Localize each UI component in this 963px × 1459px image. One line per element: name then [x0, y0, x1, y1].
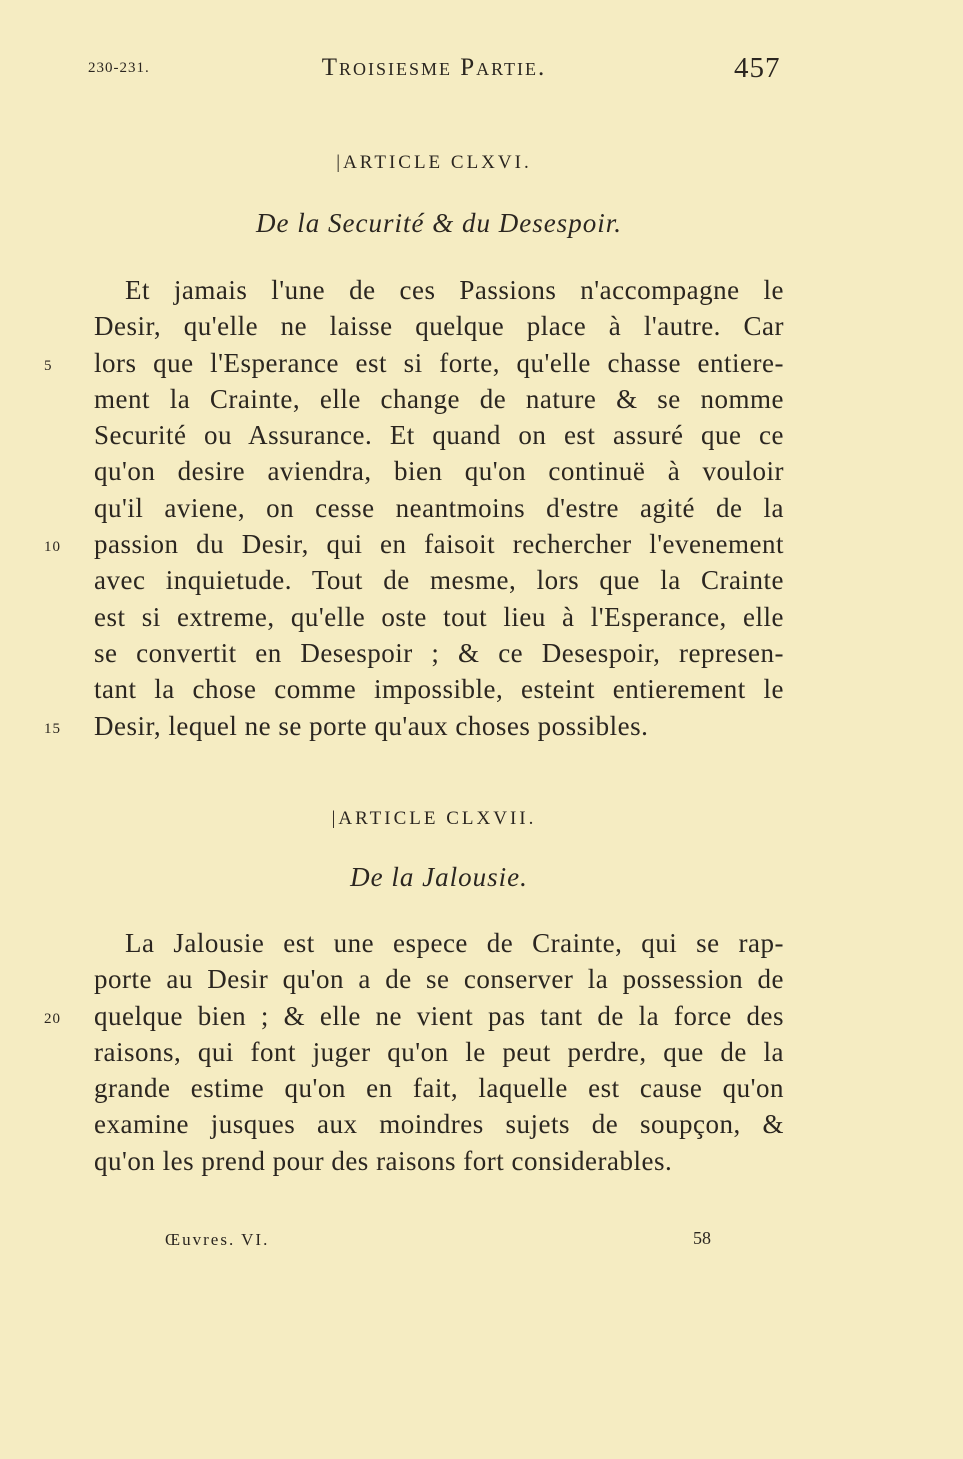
signature-number: 58: [693, 1228, 711, 1248]
line-text: porte au Desir qu'on a de se conserver la possession de: [94, 964, 784, 995]
text-line: [94, 671, 784, 707]
line-number: 5: [44, 357, 53, 374]
line-text: raisons, qui font juger qu'on le peut perdre, que de la: [94, 1036, 784, 1067]
article-heading: |ARTICLE CLXVI.: [336, 152, 532, 173]
line-text: qu'on les prend pour des raisons fort considerables.: [94, 1145, 673, 1176]
article-heading: |ARTICLE CLXVII.: [331, 808, 537, 829]
text-line: [94, 1106, 784, 1142]
line-text: La Jalousie est une espece de Crainte, qui se rap-: [125, 928, 784, 958]
line-number: 20: [44, 1010, 61, 1027]
page-number: 457: [734, 52, 781, 84]
article-body: [44, 272, 784, 744]
text-line: [44, 345, 784, 381]
text-line: [94, 308, 784, 344]
text-line: [94, 272, 784, 308]
line-text: examine jusques aux moindres sujets de soupçon, &: [94, 1109, 784, 1140]
signature-mark: Œuvres. VI.: [165, 1230, 270, 1249]
line-text: Et jamais l'une de ces Passions n'accompagne le: [125, 275, 784, 305]
line-text: Desir, qu'elle ne laisse quelque place à l'autre. Car: [94, 311, 784, 342]
article-subtitle: De la Securité & du Desespoir.: [256, 208, 622, 238]
text-line: [94, 1034, 784, 1070]
line-text: est si extreme, qu'elle oste tout lieu à l'Esperance, elle: [94, 601, 784, 632]
running-title: Troisiesme Partie.: [321, 54, 547, 81]
line-text: quelque bien ; & elle ne vient pas tant de la force des: [94, 1000, 784, 1031]
article-subtitle: De la Jalousie.: [350, 862, 528, 892]
text-line: [94, 961, 784, 997]
line-number: 10: [44, 539, 61, 556]
text-line: [44, 998, 784, 1034]
line-text: ment la Crainte, elle change de nature & se nomme: [94, 383, 784, 414]
text-line: [44, 708, 784, 744]
text-line: [94, 1143, 784, 1179]
text-line: [94, 925, 784, 961]
line-text: passion du Desir, qui en faisoit rechercher l'evenement: [94, 529, 784, 560]
text-line: [44, 526, 784, 562]
line-text: qu'on desire aviendra, bien qu'on continuë à vouloir: [94, 456, 784, 487]
line-text: Desir, lequel ne se porte qu'aux choses possibles.: [94, 710, 649, 741]
line-text: qu'il aviene, on cesse neantmoins d'estre agité de la: [94, 492, 784, 523]
line-text: avec inquietude. Tout de mesme, lors que la Crainte: [94, 565, 784, 596]
line-text: grande estime qu'on en fait, laquelle est cause qu'on: [94, 1073, 784, 1104]
line-text: se convertit en Desespoir ; & ce Desespoir, represen-: [94, 637, 784, 668]
text-line: [94, 1070, 784, 1106]
line-text: lors que l'Esperance est si forte, qu'elle chasse entiere-: [94, 347, 784, 378]
text-line: [94, 599, 784, 635]
line-text: tant la chose comme impossible, esteint entierement le: [94, 674, 784, 705]
article-body: [44, 925, 784, 1179]
header-page-range: 230-231.: [88, 60, 150, 76]
text-line: [94, 635, 784, 671]
text-line: [94, 381, 784, 417]
text-line: [94, 490, 784, 526]
line-text: Securité ou Assurance. Et quand on est assuré que ce: [94, 420, 784, 451]
text-line: [94, 453, 784, 489]
line-number: 15: [44, 720, 61, 737]
text-line: [94, 417, 784, 453]
text-line: [94, 562, 784, 598]
